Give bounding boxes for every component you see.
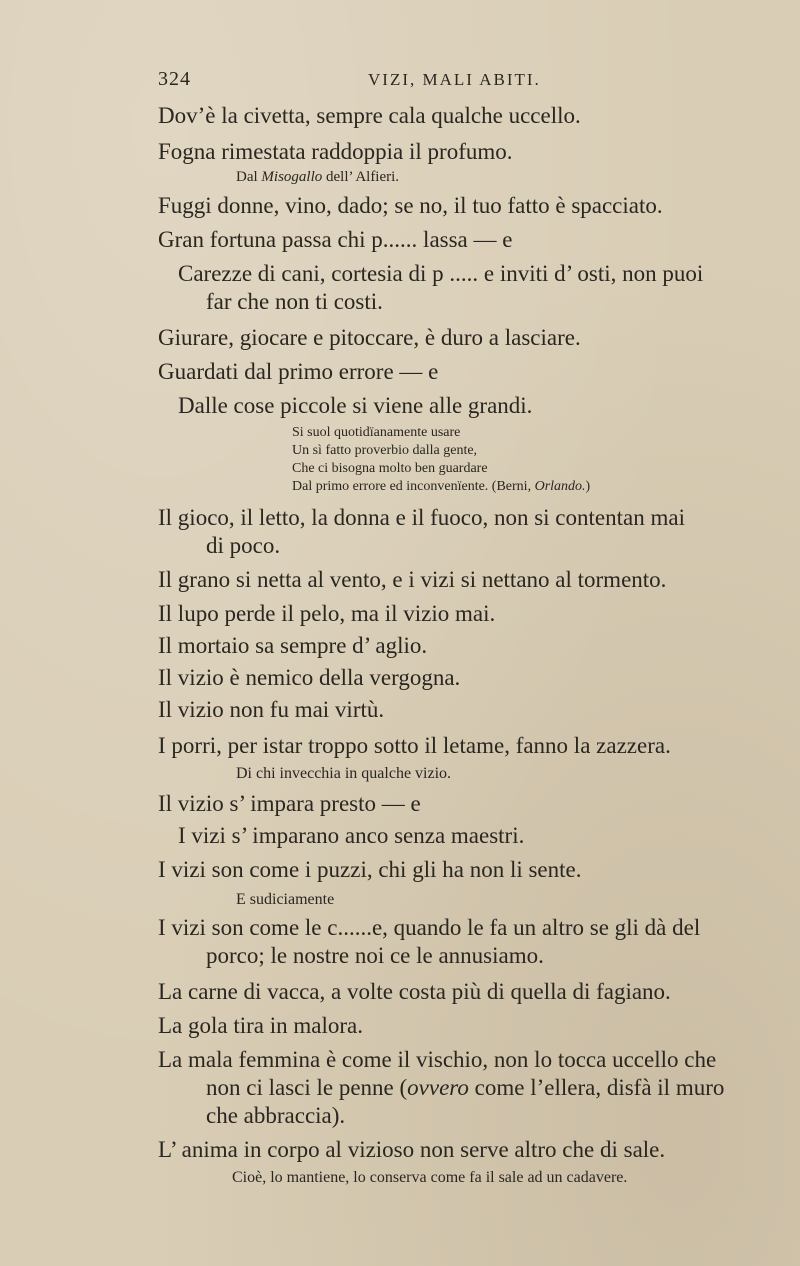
- proverb-continuation: far che non ti costi.: [206, 289, 383, 314]
- proverb-line: Giurare, giocare e pitoccare, è duro a lasciare.: [158, 325, 581, 350]
- explanatory-note: E sudiciamente: [236, 891, 335, 908]
- proverb-line: La mala femmina è come il vischio, non lo tocca uccello che: [158, 1047, 717, 1072]
- verse-quote-line: Che ci bisogna molto ben guardare: [292, 461, 488, 476]
- proverb-line: Fuggi donne, vino, dado; se no, il tuo fatto è spacciato.: [158, 193, 663, 218]
- proverb-line: I porri, per istar troppo sotto il letame, fanno la zazzera.: [158, 733, 671, 758]
- verse-quote-line: Dal primo errore ed inconvenïente. (Berni, Orlando.): [292, 479, 591, 494]
- proverb-line: Il lupo perde il pelo, ma il vizio mai.: [158, 601, 496, 626]
- proverb-line: I vizi son come le c......e, quando le fa un altro se gli dà del: [158, 915, 701, 940]
- explanatory-note: Di chi invecchia in qualche vizio.: [236, 765, 452, 782]
- proverb-continuation: non ci lasci le penne (ovvero come l’ellera, disfà il muro: [206, 1075, 725, 1100]
- proverb-line: Dalle cose piccole si viene alle grandi.: [178, 393, 533, 418]
- proverb-line: Il vizio è nemico della vergogna.: [158, 665, 461, 690]
- proverb-line: Gran fortuna passa chi p...... lassa — e: [158, 227, 513, 252]
- page-header: [158, 68, 738, 96]
- proverb-line: Dov’è la civetta, sempre cala qualche uccello.: [158, 103, 581, 128]
- proverb-line: Il vizio s’ impara presto — e: [158, 791, 421, 816]
- proverb-line: La carne di vacca, a volte costa più di quella di fagiano.: [158, 979, 671, 1004]
- verse-quote-line: Si suol quotidïanamente usare: [292, 425, 461, 440]
- proverb-line: I vizi s’ imparano anco senza maestri.: [178, 823, 525, 848]
- proverb-line: Il mortaio sa sempre d’ aglio.: [158, 633, 428, 658]
- verse-quote-line: Un sì fatto proverbio dalla gente,: [292, 443, 478, 458]
- proverb-continuation: di poco.: [206, 533, 281, 558]
- proverb-line: Guardati dal primo errore — e: [158, 359, 439, 384]
- proverb-line: Carezze di cani, cortesia di p ..... e inviti d’ osti, non puoi: [178, 261, 704, 286]
- page-number: 324: [158, 68, 191, 90]
- proverb-continuation: porco; le nostre noi ce le annusiamo.: [206, 943, 544, 968]
- proverb-line: I vizi son come i puzzi, chi gli ha non li sente.: [158, 857, 582, 882]
- proverb-line: L’ anima in corpo al vizioso non serve altro che di sale.: [158, 1137, 666, 1162]
- running-title: VIZI, MALI ABITI.: [368, 70, 541, 89]
- proverb-line: Fogna rimestata raddoppia il profumo.: [158, 139, 513, 164]
- proverb-continuation: che abbraccia).: [206, 1103, 346, 1128]
- explanatory-note: Cioè, lo mantiene, lo conserva come fa il sale ad un cadavere.: [232, 1169, 628, 1186]
- proverb-line: La gola tira in malora.: [158, 1013, 364, 1038]
- proverb-line: Il gioco, il letto, la donna e il fuoco, non si contentan mai: [158, 505, 685, 530]
- proverb-line: Il grano si netta al vento, e i vizi si nettano al tormento.: [158, 567, 667, 592]
- source-citation: Dal Misogallo dell’ Alfieri.: [236, 169, 400, 185]
- proverb-line: Il vizio non fu mai virtù.: [158, 697, 385, 722]
